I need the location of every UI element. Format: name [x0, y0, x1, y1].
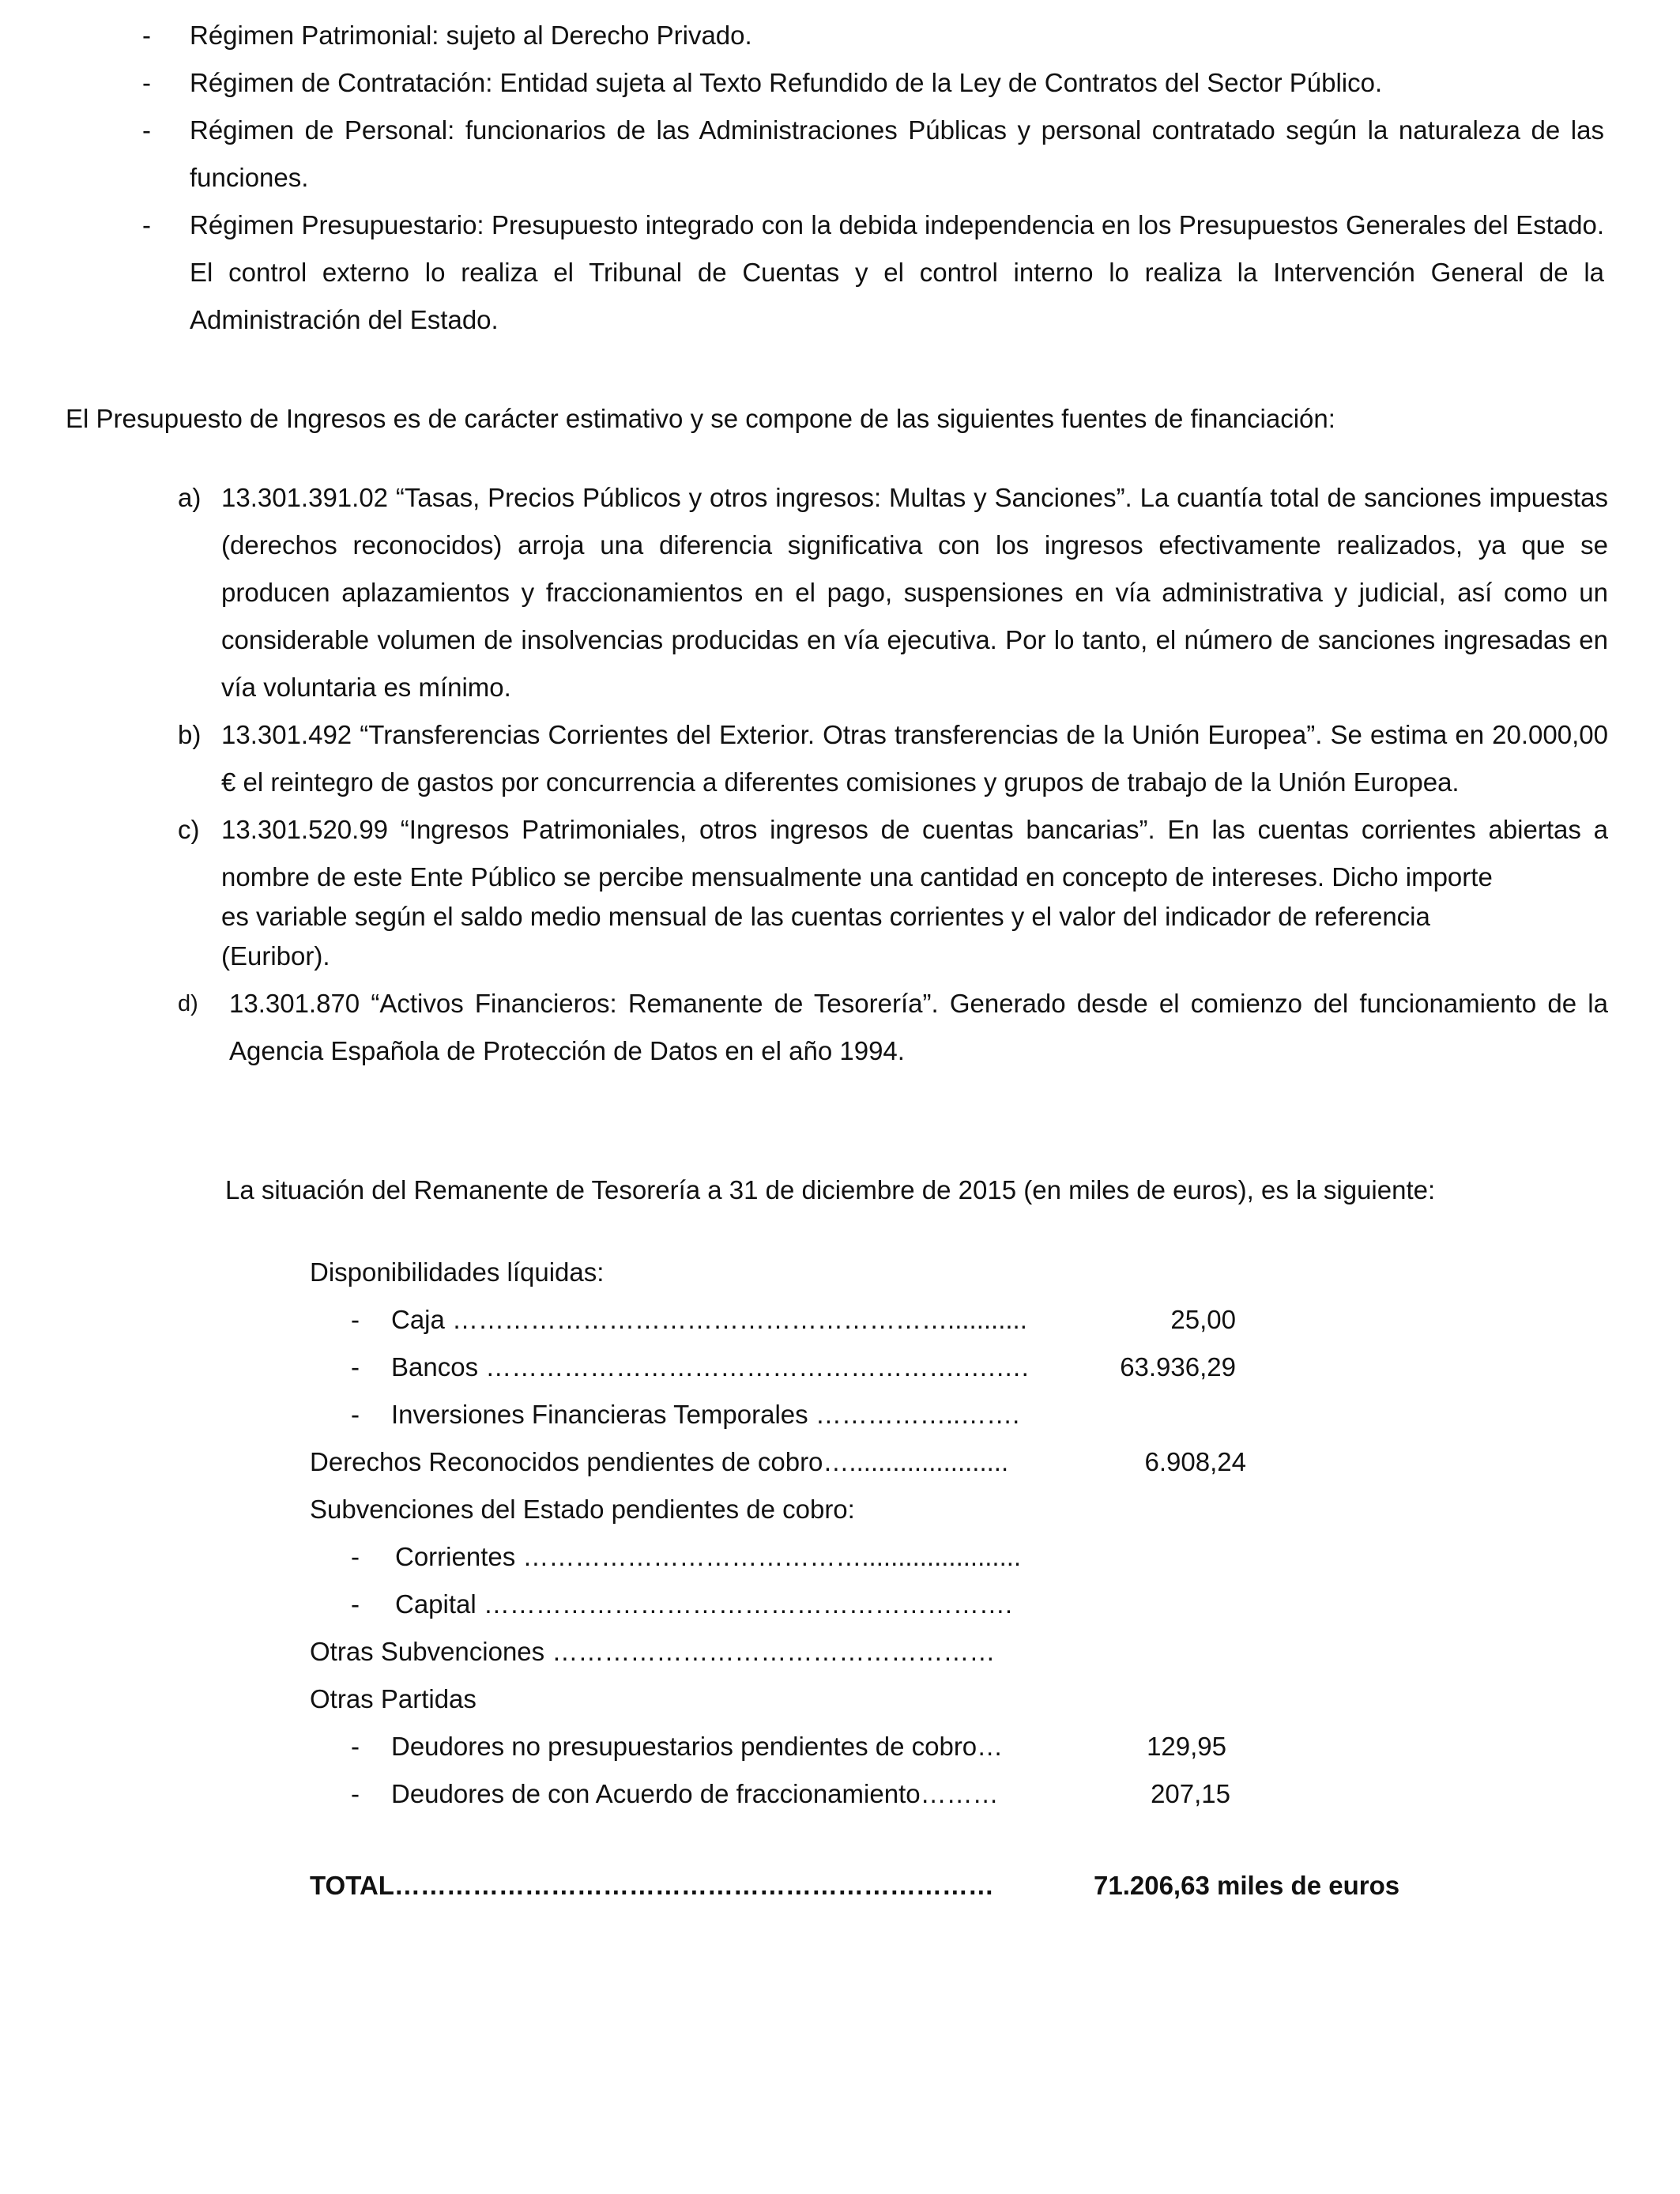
row-dash: -: [351, 1305, 360, 1334]
item-text: 13.301.520.99 “Ingresos Patrimoniales, otros ingresos de cuentas bancarias”. En las cuentas corrientes abiertas a nombre de este Ente Público se percibe mensualmente una cantidad en concepto de intereses. Dicho importe: [221, 815, 1608, 892]
bullet-text: Régimen Patrimonial: sujeto al Derecho Privado.: [190, 21, 752, 50]
item-marker: a): [178, 483, 202, 512]
list-item: [134, 711, 1608, 806]
table-row: [310, 1391, 1495, 1438]
row-dash: -: [351, 1400, 360, 1429]
item-text: es variable según el saldo medio mensual de las cuentas corrientes y el valor del indicador de referencia: [221, 902, 1430, 931]
row-amount: 25,00: [1170, 1305, 1236, 1334]
row-amount: 207,15: [1151, 1779, 1230, 1808]
list-item: [134, 980, 1608, 1075]
row-label: Capital …………………………………………………….: [395, 1589, 1013, 1619]
table-row: [310, 1296, 1495, 1344]
table-row: [310, 1581, 1495, 1628]
row-dash: -: [351, 1352, 360, 1382]
item-marker: b): [178, 720, 202, 749]
list-item: [134, 474, 1608, 711]
row-label: Subvenciones del Estado pendientes de cobro:: [310, 1495, 855, 1524]
list-item: [119, 202, 1604, 344]
row-label: Deudores no presupuestarios pendientes de cobro…: [391, 1732, 1004, 1761]
total-amount: 71.206,63 miles de euros: [1094, 1871, 1400, 1900]
row-label: Bancos ……………………………………………….….….: [391, 1352, 1029, 1382]
bullet-dash: -: [142, 210, 151, 239]
table-row: [310, 1486, 1495, 1533]
table-row: [310, 1533, 1495, 1581]
table-row: [310, 1438, 1495, 1486]
row-amount: 6.908,24: [1144, 1447, 1246, 1476]
bullet-dash: -: [142, 68, 151, 97]
regimen-list: [119, 12, 1604, 344]
list-item: [119, 12, 1604, 59]
table-row: [310, 1628, 1495, 1676]
intro-paragraph: El Presupuesto de Ingresos es de carácter estimativo y se compone de las siguientes fuentes de financiación:: [66, 404, 1335, 433]
row-dash: -: [351, 1589, 360, 1619]
bullet-text: Régimen Presupuestario: Presupuesto integrado con la debida independencia en los Presupuestos Generales del Estado. El control externo lo realiza el Tribunal de Cuentas y el control interno lo realiza la Intervención General de la Administración del Estado.: [190, 210, 1604, 334]
total-row: [310, 1862, 1495, 1909]
row-label: Otras Subvenciones ……………………………………………: [310, 1637, 996, 1666]
ingresos-list: [134, 474, 1608, 1075]
row-label: Corrientes …………………………………......................: [395, 1542, 1022, 1571]
row-label: Disponibilidades líquidas:: [310, 1257, 605, 1287]
row-amount: 63.936,29: [1120, 1352, 1236, 1382]
row-label: Otras Partidas: [310, 1684, 477, 1713]
bullet-dash: -: [142, 21, 151, 50]
list-item: [119, 59, 1604, 107]
table-row: [310, 1344, 1495, 1391]
table-row: [310, 1770, 1495, 1818]
list-item: [134, 806, 1608, 980]
table-row: [310, 1723, 1495, 1770]
row-label: Caja …………………………………………………...........: [391, 1305, 1027, 1334]
table-row: [310, 1676, 1495, 1723]
row-label: Inversiones Financieras Temporales ……………..…….: [391, 1400, 1020, 1429]
remanente-lead: La situación del Remanente de Tesorería a 31 de diciembre de 2015 (en miles de euros), es la siguiente:: [225, 1175, 1436, 1204]
row-dash: -: [351, 1779, 360, 1808]
row-label: Derechos Reconocidos pendientes de cobro…......................: [310, 1447, 1009, 1476]
bullet-dash: -: [142, 115, 151, 145]
row-amount: 129,95: [1147, 1732, 1226, 1761]
table-row: [310, 1249, 1495, 1296]
row-dash: -: [351, 1542, 360, 1571]
row-label: Deudores de con Acuerdo de fraccionamiento………: [391, 1779, 999, 1808]
remanente-table: [310, 1249, 1495, 1818]
item-text: 13.301.391.02 “Tasas, Precios Públicos y otros ingresos: Multas y Sanciones”. La cuantía total de sanciones impuestas (derechos reconocidos) arroja una diferencia significativa con los ingresos efectivamente realizados, ya que se producen aplazamientos y fraccionamientos en el pago, suspensiones en vía administrativa y judicial, así como un considerable volumen de insolvencias producidas en vía ejecutiva. Por lo tanto, el número de sanciones ingresadas en vía voluntaria es mínimo.: [221, 483, 1608, 702]
total-label: TOTAL……………………………………………………………: [310, 1871, 994, 1900]
item-text: 13.301.492 “Transferencias Corrientes del Exterior. Otras transferencias de la Unión Europea”. Se estima en 20.000,00 € el reintegro de gastos por concurrencia a diferentes comisiones y grupos de trabajo de la Unión Europea.: [221, 720, 1608, 797]
bullet-text: Régimen de Personal: funcionarios de las Administraciones Públicas y personal contratado según la naturaleza de las funciones.: [190, 115, 1604, 192]
item-marker: d): [178, 991, 198, 1016]
item-text: (Euribor).: [221, 941, 330, 971]
item-text: 13.301.870 “Activos Financieros: Remanente de Tesorería”. Generado desde el comienzo del funcionamiento de la Agencia Española de Protección de Datos en el año 1994.: [229, 989, 1608, 1065]
bullet-text: Régimen de Contratación: Entidad sujeta al Texto Refundido de la Ley de Contratos del Sector Público.: [190, 68, 1383, 97]
item-marker: c): [178, 815, 200, 844]
row-dash: -: [351, 1732, 360, 1761]
list-item: [119, 107, 1604, 202]
